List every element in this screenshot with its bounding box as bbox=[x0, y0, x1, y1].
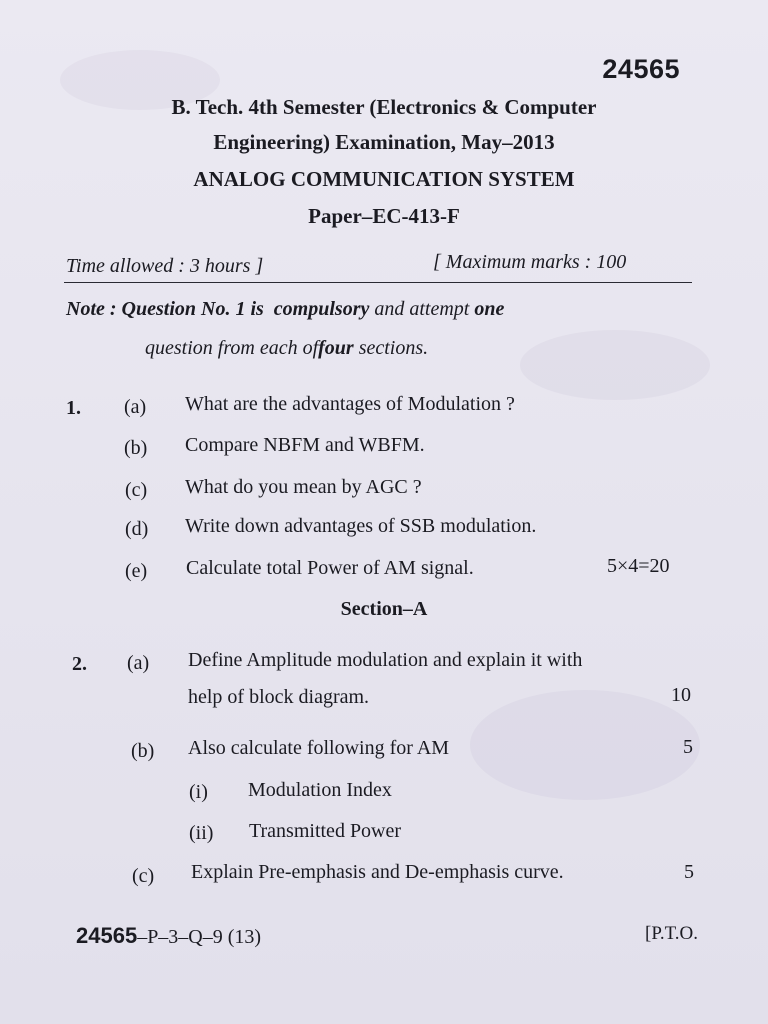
question-text: Define Amplitude modulation and explain it with bbox=[188, 649, 583, 671]
marks-allocation: 5 bbox=[684, 861, 694, 883]
question-text: Compare NBFM and WBFM. bbox=[185, 434, 425, 456]
subpart-label: (i) bbox=[189, 781, 208, 803]
subpart-label: (ii) bbox=[189, 822, 214, 844]
footer-code-number: 24565 bbox=[76, 923, 138, 948]
part-label: (a) bbox=[124, 396, 147, 418]
question-text: Calculate total Power of AM signal. bbox=[186, 557, 474, 579]
part-label: (b) bbox=[131, 740, 155, 762]
part-label: (b) bbox=[124, 437, 148, 459]
paper-number: Paper–EC-413-F bbox=[308, 204, 460, 228]
question-text: Also calculate following for AM bbox=[188, 737, 450, 759]
question-number: 2. bbox=[72, 653, 87, 675]
marks-allocation: 10 bbox=[671, 684, 691, 706]
note-text: sections. bbox=[358, 337, 429, 359]
note-one: one bbox=[474, 298, 505, 320]
question-text: Write down advantages of SSB modulation. bbox=[185, 515, 537, 537]
question-text: Transmitted Power bbox=[249, 820, 402, 842]
part-label: (c) bbox=[132, 865, 155, 887]
question-text: help of block diagram. bbox=[188, 686, 370, 708]
instruction-note-line1 bbox=[66, 298, 504, 321]
note-question-ref: Question No. 1 is bbox=[121, 298, 264, 320]
question-text: What do you mean by AGC ? bbox=[185, 476, 422, 498]
footer-paper-code bbox=[76, 923, 261, 949]
note-four: four bbox=[318, 337, 354, 359]
maximum-marks: [ Maximum marks : 100 bbox=[433, 251, 627, 273]
exam-title-line2: Engineering) Examination, May–2013 bbox=[213, 130, 555, 154]
question-text: Modulation Index bbox=[248, 779, 392, 801]
footer-code-suffix: –P–3–Q–9 (13) bbox=[137, 926, 262, 948]
note-text: and attempt bbox=[374, 298, 470, 320]
please-turn-over: [P.T.O. bbox=[645, 923, 698, 944]
note-prefix: Note : bbox=[66, 298, 117, 320]
part-label: (c) bbox=[125, 479, 148, 501]
part-label: (e) bbox=[125, 560, 148, 582]
part-label: (d) bbox=[125, 518, 149, 540]
question-text: Explain Pre-emphasis and De-emphasis curve. bbox=[191, 861, 564, 883]
paper-code: 24565 bbox=[602, 54, 680, 84]
time-allowed: Time allowed : 3 hours ] bbox=[66, 255, 264, 277]
instruction-note-line2 bbox=[145, 337, 428, 360]
marks-allocation: 5 bbox=[683, 736, 693, 758]
part-label: (a) bbox=[127, 652, 150, 674]
note-compulsory: compulsory bbox=[273, 298, 370, 320]
section-heading: Section–A bbox=[340, 598, 428, 620]
note-text: question from each of bbox=[145, 337, 319, 359]
paper-stain bbox=[470, 690, 700, 800]
question-number: 1. bbox=[66, 397, 81, 419]
subject-title: ANALOG COMMUNICATION SYSTEM bbox=[193, 167, 575, 191]
paper-stain bbox=[520, 330, 710, 400]
marks-allocation: 5×4=20 bbox=[607, 555, 670, 577]
question-text: What are the advantages of Modulation ? bbox=[185, 393, 515, 415]
header-divider bbox=[64, 282, 692, 283]
exam-title-line1: B. Tech. 4th Semester (Electronics & Computer bbox=[171, 95, 597, 119]
